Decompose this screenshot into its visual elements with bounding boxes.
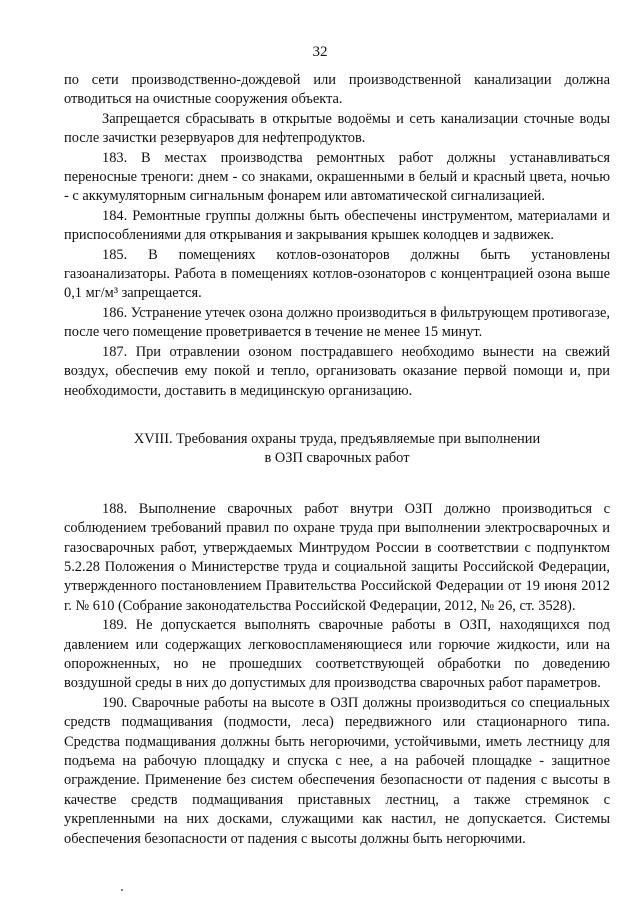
section-heading-line-1: XVIII. Требования охраны труда, предъявляемые при выполнении: [133, 430, 541, 447]
scan-speck: [121, 889, 123, 891]
paragraph-184: 184. Ремонтные группы должны быть обеспечены инструментом, материалами и приспособлениями для открывания и закрывания крышек колодцев и задвижек.: [64, 207, 610, 244]
section-heading: [64, 430, 610, 469]
paragraph-190: 190. Сварочные работы на высоте в ОЗП должны производиться со специальных средств подмащивания (подмости, леса) передвижного или стационарного типа. Средства подмащивания должны быть негорючими, устойчивыми, иметь лестницу для подъема на рабочую площадку и спуска с нее, а на рабочей площадке - защитное ограждение. Применение без систем обеспечения безопасности от падения с высоты в качестве средств подмащивания приставных лестниц, а также стремянок с укрепленными на них досками, служащими как настил, не допускается. Системы обеспечения безопасности от падения с высоты должны быть негорючими.: [64, 694, 610, 847]
paragraph-187: 187. При отравлении озоном пострадавшего необходимо вынести на свежий воздух, обеспечив ему покой и тепло, организовать оказание первой помощи и, при необходимости, доставить в медицинскую организацию.: [64, 343, 610, 399]
paragraph-189: 189. Не допускается выполнять сварочные работы в ОЗП, находящихся под давлением или содержащих легковоспламеняющиеся или горючие жидкости, или на опорожненных, но не прошедших соответствующей обработки по доведению воздушной среды в них до допустимых для производства сварочных работ параметров.: [64, 617, 610, 692]
paragraph-186: 186. Устранение утечек озона должно производиться в фильтрующем противогазе, после чего помещение проветривается в течение не менее 15 минут.: [64, 304, 610, 341]
paragraph-continuation: по сети производственно-дождевой или производственной канализации должна отводиться на очистные сооружения объекта.: [64, 72, 610, 108]
paragraph-discharge-ban: Запрещается сбрасывать в открытые водоёмы и сеть канализации сточные воды после зачистки резервуаров для нефтепродуктов.: [64, 110, 610, 147]
section-heading-line-2: в ОЗП сварочных работ: [264, 450, 410, 467]
page-number: 32: [312, 44, 328, 60]
paragraph-185: 185. В помещениях котлов-озонаторов должны быть установлены газоанализаторы. Работа в помещениях котлов-озонаторов с концентрацией озона выше 0,1 мг/м³ запрещается.: [64, 246, 610, 302]
document-body: [64, 71, 610, 849]
paragraph-183: 183. В местах производства ремонтных работ должны устанавливаться переносные треноги: днем - со знаками, окрашенными в белый и красный цвета, ночью - с аккумуляторным сигнальным фонарем или автоматической сигнализацией.: [64, 149, 610, 205]
paragraph-188: 188. Выполнение сварочных работ внутри ОЗП должно производиться с соблюдением требований правил по охране труда при выполнении электросварочных и газосварочных работ, утверждаемых Минтрудом России в соответствии с подпунктом 5.2.28 Положения о Министерстве труда и социальной защиты Российской Федерации, утвержденного постановлением Правительства Российской Федерации от 19 июня 2012 г. № 610 (Собрание законодательства Российской Федерации, 2012, № 26, ст. 3528).: [64, 500, 610, 614]
